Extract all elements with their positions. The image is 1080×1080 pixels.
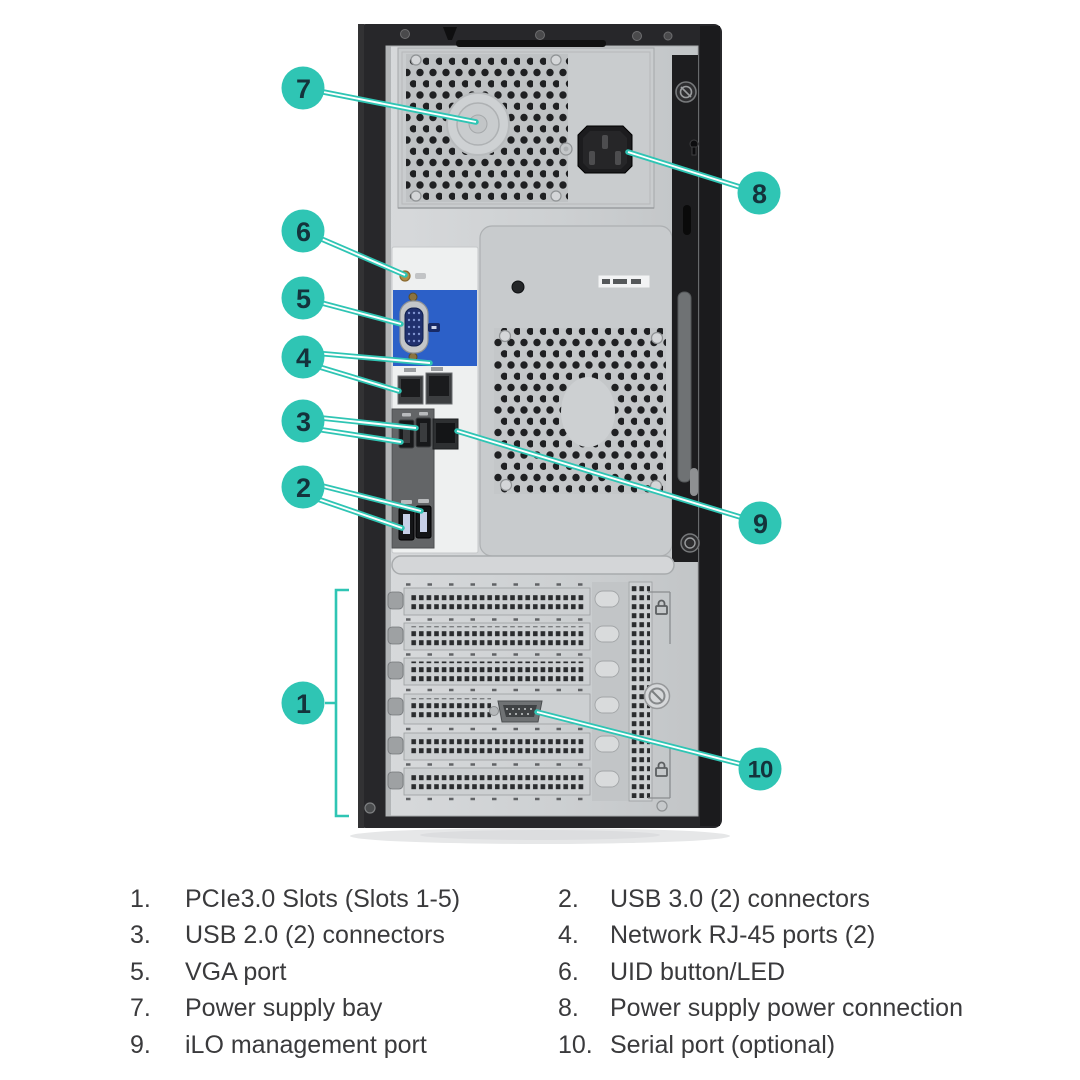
chassis-bezel-right-edge bbox=[700, 26, 720, 826]
legend-item-label: USB 3.0 (2) connectors bbox=[610, 884, 870, 913]
legend-item-number: 7. bbox=[130, 994, 151, 1023]
legend-item-4 bbox=[558, 918, 963, 955]
pcie-slot-cover-3 bbox=[404, 658, 590, 685]
vga-screw bbox=[409, 293, 417, 301]
top-screw bbox=[633, 32, 642, 41]
callout-1-number: 1 bbox=[295, 689, 311, 719]
uid-label-mark bbox=[415, 273, 426, 279]
recess-cutout bbox=[683, 205, 691, 235]
side-handle-bar bbox=[678, 292, 691, 482]
legend-item-number: 1. bbox=[130, 884, 151, 913]
power-inlet-pin bbox=[602, 135, 608, 149]
callout-3 bbox=[282, 400, 325, 443]
legend-item-label: VGA port bbox=[185, 957, 287, 986]
callout-7-number: 7 bbox=[295, 74, 311, 104]
legend-left-column bbox=[130, 881, 460, 1064]
legend-item-number: 2. bbox=[558, 884, 579, 913]
ilo-management-port bbox=[433, 419, 458, 449]
legend-item-label: USB 2.0 (2) connectors bbox=[185, 921, 445, 950]
legend-item-number: 6. bbox=[558, 957, 579, 986]
legend-item-label: Power supply bay bbox=[185, 994, 383, 1023]
callout-10 bbox=[739, 748, 782, 791]
pcie-slot-cover-4 bbox=[404, 733, 590, 760]
callout-2 bbox=[282, 466, 325, 509]
recess-highlight bbox=[690, 468, 698, 496]
plate-screw bbox=[512, 281, 524, 293]
pcie-slot-cover-2 bbox=[404, 623, 590, 650]
callout-4 bbox=[282, 336, 325, 379]
pcie-slot-cover-5 bbox=[404, 768, 590, 795]
system-fan-hub bbox=[561, 377, 615, 447]
psu-fan-grille bbox=[406, 54, 568, 202]
usb3-label-mark bbox=[401, 500, 412, 504]
legend-item-10 bbox=[558, 1027, 963, 1064]
callout-1 bbox=[282, 682, 325, 725]
psu-fan-hub-center bbox=[469, 115, 487, 133]
callout-10-number: 10 bbox=[747, 756, 773, 784]
legend-item-number: 8. bbox=[558, 994, 579, 1023]
callout-5-number: 5 bbox=[295, 284, 311, 314]
legend-item-6 bbox=[558, 954, 963, 991]
legend-item-label: UID button/LED bbox=[610, 957, 786, 986]
power-supply-bay bbox=[398, 40, 654, 208]
legend-item-3 bbox=[130, 918, 460, 955]
legend-item-number: 5. bbox=[130, 957, 151, 986]
legend-item-number: 10. bbox=[558, 1030, 593, 1059]
callout-3-number: 3 bbox=[295, 407, 311, 437]
legend-right-column bbox=[558, 881, 963, 1064]
monitor-icon bbox=[428, 323, 440, 332]
rj45-port-2 bbox=[398, 376, 423, 404]
legend-item-label: iLO management port bbox=[185, 1030, 427, 1059]
slot-retention-column bbox=[592, 582, 628, 801]
bottom-screw-right bbox=[657, 801, 667, 811]
top-screw bbox=[401, 30, 410, 39]
legend-item-label: Serial port (optional) bbox=[610, 1030, 836, 1059]
callout-5 bbox=[282, 277, 325, 320]
callout-2-number: 2 bbox=[295, 473, 311, 503]
legend-item-number: 9. bbox=[130, 1030, 151, 1059]
slot-retention-thumbscrew bbox=[645, 684, 670, 709]
power-inlet-pin bbox=[615, 151, 621, 165]
callout-8 bbox=[738, 172, 781, 215]
callout-4-number: 4 bbox=[295, 343, 311, 373]
callout-8-number: 8 bbox=[751, 179, 767, 209]
handle-groove bbox=[392, 556, 674, 574]
callout-bracket-1 bbox=[325, 590, 349, 816]
usb2-label-mark bbox=[402, 413, 411, 417]
system-fan-plate bbox=[480, 226, 672, 556]
callout-9-number: 9 bbox=[752, 509, 768, 539]
thumbscrew-mid-right bbox=[681, 534, 699, 552]
floor-shadow-core bbox=[420, 830, 660, 840]
chassis-bezel-left-edge bbox=[358, 24, 364, 828]
side-handle-recess bbox=[672, 55, 699, 562]
bottom-screw-left bbox=[365, 803, 375, 813]
nic-label-mark bbox=[404, 368, 416, 372]
legend-item-label: Network RJ-45 ports (2) bbox=[610, 921, 876, 950]
callout-6 bbox=[282, 210, 325, 253]
legend-item-label: PCIe3.0 Slots (Slots 1-5) bbox=[185, 884, 461, 913]
legend-item-1 bbox=[130, 881, 460, 918]
callout-9 bbox=[739, 502, 782, 545]
legend-item-9 bbox=[130, 1027, 460, 1064]
pcie-slot-cover-1 bbox=[404, 588, 590, 615]
legend-item-label: Power supply power connection bbox=[610, 994, 963, 1023]
psu-top-slot bbox=[456, 40, 606, 47]
power-inlet-pin bbox=[589, 151, 595, 165]
usb3-label-mark bbox=[418, 499, 429, 503]
legend-item-7 bbox=[130, 991, 460, 1028]
power-inlet-screw-hole-center bbox=[564, 147, 569, 152]
barcode-sticker bbox=[598, 275, 650, 288]
serial-port-screw bbox=[490, 707, 499, 716]
legend-item-5 bbox=[130, 954, 460, 991]
rj45-port-1 bbox=[426, 373, 452, 404]
callout-6-number: 6 bbox=[295, 217, 311, 247]
nic-label-mark bbox=[431, 367, 443, 371]
top-screw bbox=[664, 32, 672, 40]
top-screw bbox=[536, 31, 545, 40]
legend-item-number: 3. bbox=[130, 921, 151, 950]
legend-item-2 bbox=[558, 881, 963, 918]
callout-7 bbox=[282, 67, 325, 110]
legend-item-8 bbox=[558, 991, 963, 1028]
server-rear-illustration bbox=[350, 24, 730, 844]
legend-item-number: 4. bbox=[558, 921, 579, 950]
usb2-label-mark bbox=[419, 412, 428, 416]
